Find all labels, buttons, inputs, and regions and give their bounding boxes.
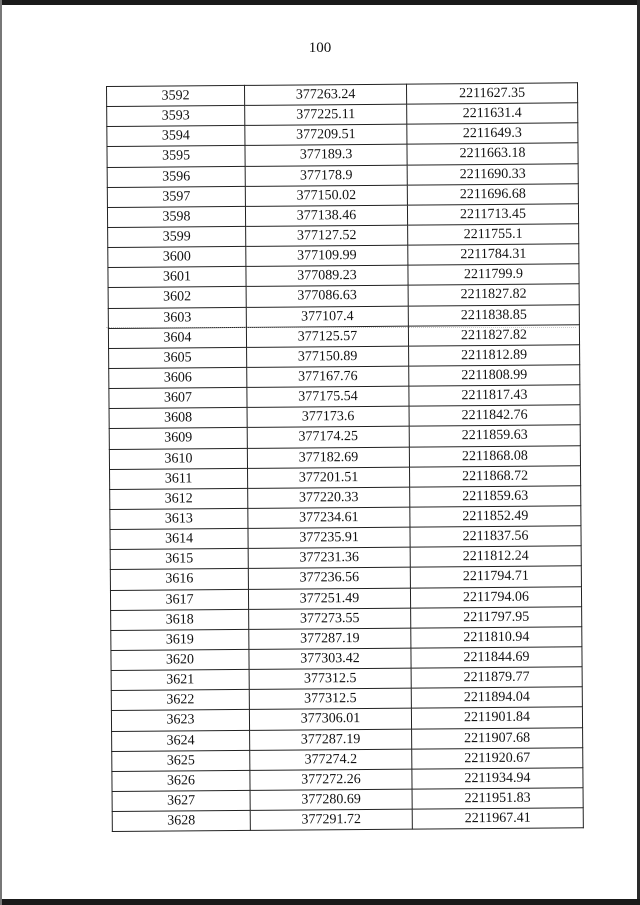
x-coordinate-cell: 377220.33 [248,487,410,508]
x-coordinate-cell: 377273.55 [249,608,411,629]
x-coordinate-cell: 377280.69 [250,789,412,810]
point-id-cell: 3600 [108,247,246,268]
point-id-cell: 3627 [112,790,250,811]
y-coordinate-cell: 2211879.77 [411,667,582,688]
x-coordinate-cell: 377303.42 [249,648,411,669]
scan-artifact-line [106,327,576,329]
point-id-cell: 3604 [108,327,246,348]
point-id-cell: 3610 [109,448,247,469]
x-coordinate-cell: 377274.2 [250,749,412,770]
x-coordinate-cell: 377312.5 [249,688,411,709]
x-coordinate-cell: 377231.36 [248,547,410,568]
point-id-cell: 3624 [112,730,250,751]
point-id-cell: 3611 [110,468,248,489]
x-coordinate-cell: 377251.49 [248,588,410,609]
x-coordinate-cell: 377086.63 [246,286,408,307]
point-id-cell: 3615 [110,549,248,570]
x-coordinate-cell: 377107.4 [246,306,408,327]
point-id-cell: 3609 [109,428,247,449]
x-coordinate-cell: 377209.51 [245,124,407,145]
point-id-cell: 3619 [111,629,249,650]
y-coordinate-cell: 2211859.63 [410,486,581,507]
y-coordinate-cell: 2211920.67 [412,747,583,768]
x-coordinate-cell: 377306.01 [249,708,411,729]
y-coordinate-cell: 2211755.1 [408,224,579,245]
y-coordinate-cell: 2211901.84 [411,707,582,728]
page-number: 100 [308,40,332,56]
point-id-cell: 3597 [107,186,245,207]
y-coordinate-cell: 2211827.82 [408,324,579,345]
x-coordinate-cell: 377225.11 [245,104,407,125]
point-id-cell: 3613 [110,508,248,529]
coordinate-table-body [107,83,584,832]
x-coordinate-cell: 377089.23 [246,265,408,286]
point-id-cell: 3623 [111,710,249,731]
y-coordinate-cell: 2211799.9 [408,264,579,285]
point-id-cell: 3594 [107,126,245,147]
point-id-cell: 3622 [111,690,249,711]
y-coordinate-cell: 2211838.85 [408,304,579,325]
point-id-cell: 3603 [108,307,246,328]
point-id-cell: 3626 [112,770,250,791]
y-coordinate-cell: 2211713.45 [407,204,578,225]
y-coordinate-cell: 2211808.99 [409,365,580,386]
y-coordinate-cell: 2211794.06 [410,586,581,607]
x-coordinate-cell: 377272.26 [250,769,412,790]
x-coordinate-cell: 377125.57 [246,326,408,347]
point-id-cell: 3617 [110,589,248,610]
y-coordinate-cell: 2211812.89 [409,345,580,366]
table-row [112,808,583,832]
y-coordinate-cell: 2211868.72 [410,465,581,486]
point-id-cell: 3598 [107,206,245,227]
y-coordinate-cell: 2211934.94 [412,768,583,789]
x-coordinate-cell: 377174.25 [247,427,409,448]
y-coordinate-cell: 2211696.68 [407,183,578,204]
x-coordinate-cell: 377287.19 [250,729,412,750]
x-coordinate-cell: 377175.54 [247,386,409,407]
y-coordinate-cell: 2211827.82 [408,284,579,305]
x-coordinate-cell: 377291.72 [250,809,412,830]
y-coordinate-cell: 2211894.04 [411,687,582,708]
y-coordinate-cell: 2211631.4 [407,103,578,124]
point-id-cell: 3595 [107,146,245,167]
x-coordinate-cell: 377178.9 [245,165,407,186]
point-id-cell: 3612 [110,488,248,509]
scan-edge-left [0,0,2,905]
y-coordinate-cell: 2211797.95 [411,606,582,627]
point-id-cell: 3607 [109,388,247,409]
x-coordinate-cell: 377263.24 [244,84,406,105]
point-id-cell: 3599 [108,226,246,247]
point-id-cell: 3628 [112,810,250,831]
x-coordinate-cell: 377127.52 [246,225,408,246]
x-coordinate-cell: 377235.91 [248,527,410,548]
point-id-cell: 3614 [110,528,248,549]
y-coordinate-cell: 2211951.83 [412,788,583,809]
scan-edge-bottom [0,899,640,905]
point-id-cell: 3605 [109,347,247,368]
x-coordinate-cell: 377236.56 [248,568,410,589]
point-id-cell: 3621 [111,669,249,690]
point-id-cell: 3608 [109,408,247,429]
point-id-cell: 3620 [111,649,249,670]
y-coordinate-cell: 2211842.76 [409,405,580,426]
x-coordinate-cell: 377287.19 [249,628,411,649]
y-coordinate-cell: 2211967.41 [412,808,583,829]
y-coordinate-cell: 2211627.35 [406,83,577,104]
y-coordinate-cell: 2211649.3 [407,123,578,144]
x-coordinate-cell: 377150.89 [247,346,409,367]
x-coordinate-cell: 377138.46 [245,205,407,226]
point-id-cell: 3618 [111,609,249,630]
x-coordinate-cell: 377312.5 [249,668,411,689]
y-coordinate-cell: 2211690.33 [407,163,578,184]
y-coordinate-cell: 2211868.08 [409,445,580,466]
coordinate-table [106,82,584,832]
point-id-cell: 3596 [107,166,245,187]
y-coordinate-cell: 2211812.24 [410,546,581,567]
point-id-cell: 3606 [109,367,247,388]
y-coordinate-cell: 2211852.49 [410,506,581,527]
x-coordinate-cell: 377167.76 [247,366,409,387]
point-id-cell: 3592 [107,85,245,106]
point-id-cell: 3602 [108,287,246,308]
x-coordinate-cell: 377150.02 [245,185,407,206]
point-id-cell: 3593 [107,106,245,127]
y-coordinate-cell: 2211859.63 [409,425,580,446]
y-coordinate-cell: 2211663.18 [407,143,578,164]
point-id-cell: 3601 [108,267,246,288]
point-id-cell: 3625 [112,750,250,771]
y-coordinate-cell: 2211817.43 [409,385,580,406]
x-coordinate-cell: 377234.61 [248,507,410,528]
point-id-cell: 3616 [110,569,248,590]
y-coordinate-cell: 2211844.69 [411,647,582,668]
x-coordinate-cell: 377182.69 [247,447,409,468]
y-coordinate-cell: 2211837.56 [410,526,581,547]
y-coordinate-cell: 2211794.71 [410,566,581,587]
scan-edge-top [0,0,640,5]
x-coordinate-cell: 377201.51 [248,467,410,488]
y-coordinate-cell: 2211810.94 [411,627,582,648]
y-coordinate-cell: 2211784.31 [408,244,579,265]
coordinate-table-container [106,82,584,832]
x-coordinate-cell: 377189.3 [245,145,407,166]
y-coordinate-cell: 2211907.68 [412,727,583,748]
x-coordinate-cell: 377109.99 [246,245,408,266]
x-coordinate-cell: 377173.6 [247,406,409,427]
